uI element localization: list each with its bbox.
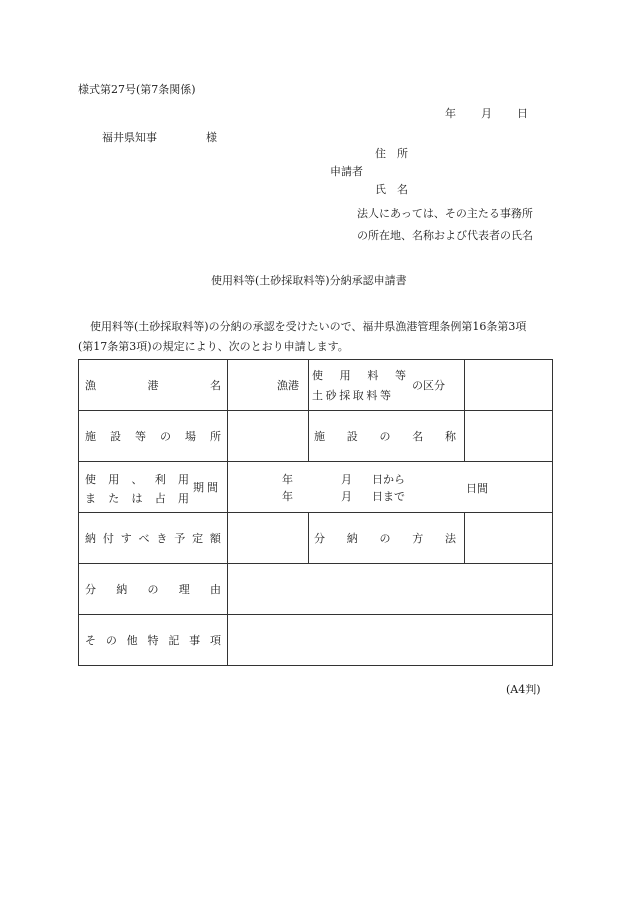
installment-reason-label: 分 納 の 理 由 xyxy=(85,582,221,596)
period-from-year: 年 xyxy=(282,473,293,486)
facility-location-label: 施 設 等 の 場 所 xyxy=(85,429,221,443)
period-from-month: 月 xyxy=(341,473,352,486)
period-to-year: 年 xyxy=(282,490,293,503)
facility-name-label: 施 設 の 名 称 xyxy=(314,429,456,443)
fee-type-suffix: の区分 xyxy=(412,379,445,392)
scheduled-payment-amount-value[interactable] xyxy=(228,512,308,563)
installment-method-label: 分 納 の 方 法 xyxy=(314,531,456,545)
other-remarks-label: そ の 他 特 記 事 項 xyxy=(85,633,221,647)
addressee: 福井県知事 xyxy=(102,131,157,144)
paper-size-note: (A4判) xyxy=(506,683,541,696)
fee-type-value[interactable] xyxy=(465,360,553,410)
fee-type-label: 使 用 料 等 土砂採取料等 xyxy=(312,369,406,402)
fishing-port-name-label: 漁 港 名 xyxy=(85,379,221,392)
name-label: 氏 名 xyxy=(375,183,408,196)
period-from-day: 日から xyxy=(372,473,405,486)
form-number: 様式第27号(第7条関係) xyxy=(78,83,196,96)
installment-reason-value[interactable] xyxy=(228,563,552,614)
corporate-note-line1: 法人にあっては、その主たる事務所 xyxy=(357,207,533,220)
body-line2: (第17条第3項)の規定により、次のとおり申請します。 xyxy=(78,340,349,353)
fishing-port-suffix: 漁港 xyxy=(277,379,299,392)
installment-method-value[interactable] xyxy=(465,512,553,563)
body-line1: 使用料等(土砂採取料等)の分納の承認を受けたいので、福井県漁港管理条例第16条第3項 xyxy=(90,320,527,333)
period-label: 期間 xyxy=(193,480,221,494)
facility-location-value[interactable] xyxy=(228,410,308,461)
other-remarks-value[interactable] xyxy=(228,614,552,665)
application-table xyxy=(78,359,553,666)
date-month-label: 月 xyxy=(481,107,492,120)
addressee-honorific: 様 xyxy=(206,131,217,144)
date-day-label: 日 xyxy=(517,107,528,120)
period-to-month: 月 xyxy=(341,490,352,503)
date-year-label: 年 xyxy=(445,107,456,120)
period-days-suffix: 日間 xyxy=(466,482,488,495)
address-label: 住 所 xyxy=(375,147,408,160)
period-to-day: 日まで xyxy=(372,490,405,503)
scheduled-payment-amount-label: 納 付 す べ き 予 定 額 xyxy=(85,531,221,545)
applicant-label: 申請者 xyxy=(330,165,363,178)
corporate-note-line2: の所在地、名称および代表者の氏名 xyxy=(357,229,533,242)
usage-occupancy-label: 使 用 、 利 用 ま た は 占 用 xyxy=(85,473,189,505)
facility-name-value[interactable] xyxy=(465,410,553,461)
document-title: 使用料等(土砂採取料等)分納承認申請書 xyxy=(211,274,407,287)
